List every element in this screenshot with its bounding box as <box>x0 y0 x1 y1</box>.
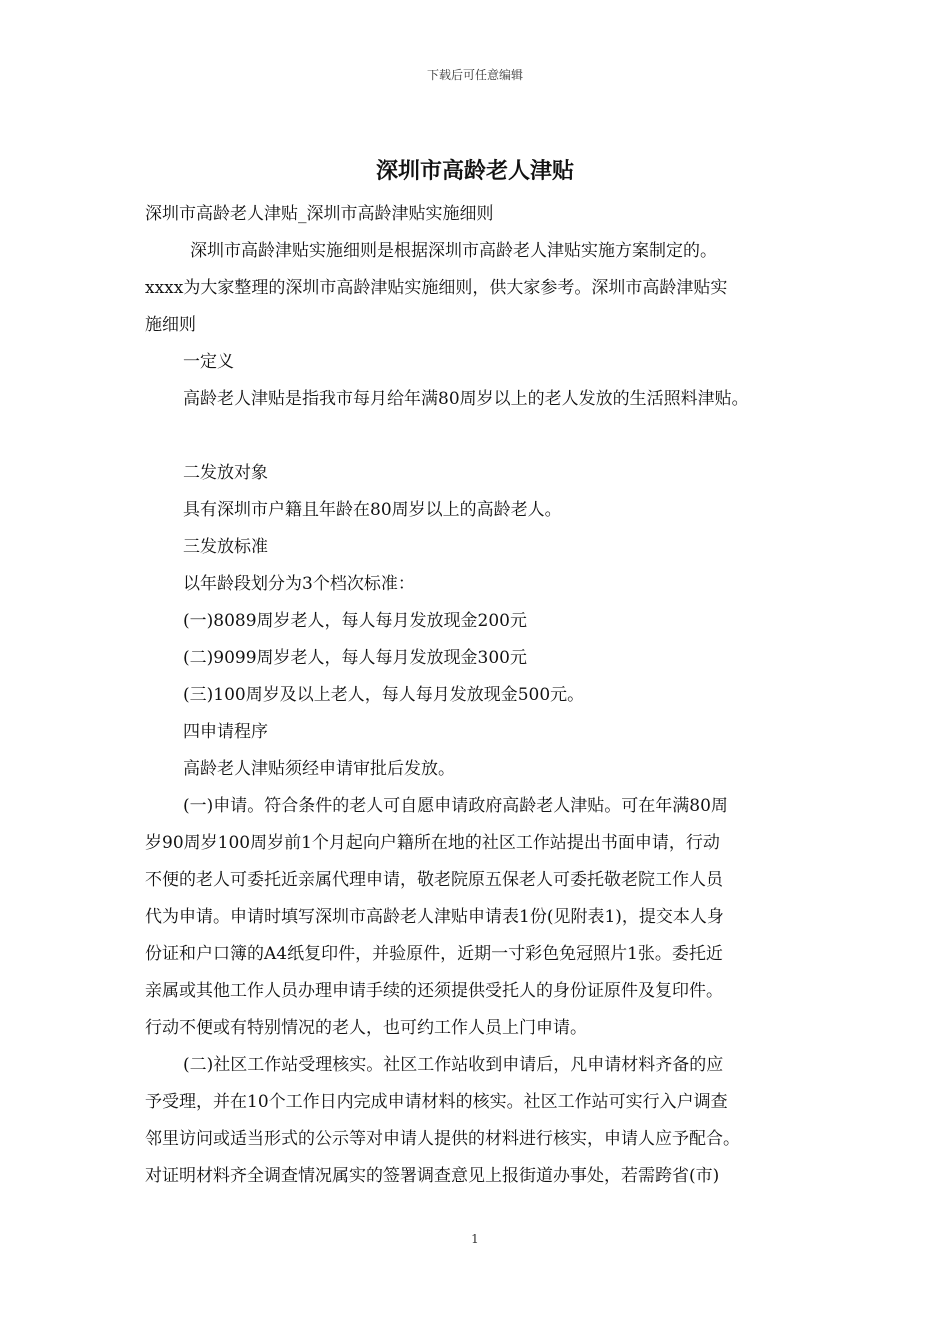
paragraph-line: (二)社区工作站受理核实。社区工作站收到申请后，凡申请材料齐备的应 <box>183 1055 724 1075</box>
paragraph-line: 亲属或其他工作人员办理申请手续的还须提供受托人的身份证原件及复印件。 <box>145 981 723 1001</box>
paragraph-line: 代为申请。申请时填写深圳市高龄老人津贴申请表1份(见附表1)，提交本人身 <box>145 907 724 927</box>
paragraph-line: 高龄老人津贴是指我市每月给年满80周岁以上的老人发放的生活照料津贴。 <box>183 389 749 409</box>
document-title: 深圳市高龄老人津贴 <box>375 158 574 184</box>
paragraph-line: (一)申请。符合条件的老人可自愿申请政府高龄老人津贴。可在年满80周 <box>183 796 728 816</box>
paragraph-line: 施细则 <box>145 315 196 335</box>
paragraph-line: 邻里访问或适当形式的公示等对申请人提供的材料进行核实，申请人应予配合。 <box>145 1129 740 1149</box>
page-number: 1 <box>471 1232 479 1246</box>
list-item: (二)9099周岁老人，每人每月发放现金300元 <box>183 648 527 668</box>
paragraph-line: 高龄老人津贴须经申请审批后发放。 <box>183 759 455 779</box>
document-subtitle: 深圳市高龄老人津贴_深圳市高龄津贴实施细则 <box>145 204 494 224</box>
paragraph-line: 不便的老人可委托近亲属代理申请，敬老院原五保老人可委托敬老院工作人员 <box>145 870 723 890</box>
paragraph-line: 以年龄段划分为3个档次标准： <box>183 574 415 594</box>
section-heading: 三发放标准 <box>183 537 268 557</box>
section-heading: 二发放对象 <box>183 463 268 483</box>
paragraph-line: 岁90周岁100周岁前1个月起向户籍所在地的社区工作站提出书面申请，行动 <box>145 833 720 853</box>
list-item: (三)100周岁及以上老人，每人每月发放现金500元。 <box>183 685 585 705</box>
list-item: (一)8089周岁老人，每人每月发放现金200元 <box>183 611 527 631</box>
section-heading: 一定义 <box>183 352 234 372</box>
paragraph-line: 份证和户口簿的A4纸复印件，并验原件，近期一寸彩色免冠照片1张。委托近 <box>145 944 723 964</box>
page-header: 下载后可任意编辑 <box>426 68 523 82</box>
paragraph-line: xxxx为大家整理的深圳市高龄津贴实施细则，供大家参考。深圳市高龄津贴实 <box>145 278 728 298</box>
paragraph-line: 对证明材料齐全调查情况属实的签署调查意见上报街道办事处，若需跨省(市) <box>145 1166 720 1186</box>
paragraph-line: 予受理，并在10个工作日内完成申请材料的核实。社区工作站可实行入户调查 <box>145 1092 728 1112</box>
paragraph-line: 深圳市高龄津贴实施细则是根据深圳市高龄老人津贴实施方案制定的。 <box>190 241 717 261</box>
paragraph-line: 行动不便或有特别情况的老人，也可约工作人员上门申请。 <box>145 1018 587 1038</box>
section-heading: 四申请程序 <box>183 722 268 742</box>
paragraph-line: 具有深圳市户籍且年龄在80周岁以上的高龄老人。 <box>183 500 562 520</box>
